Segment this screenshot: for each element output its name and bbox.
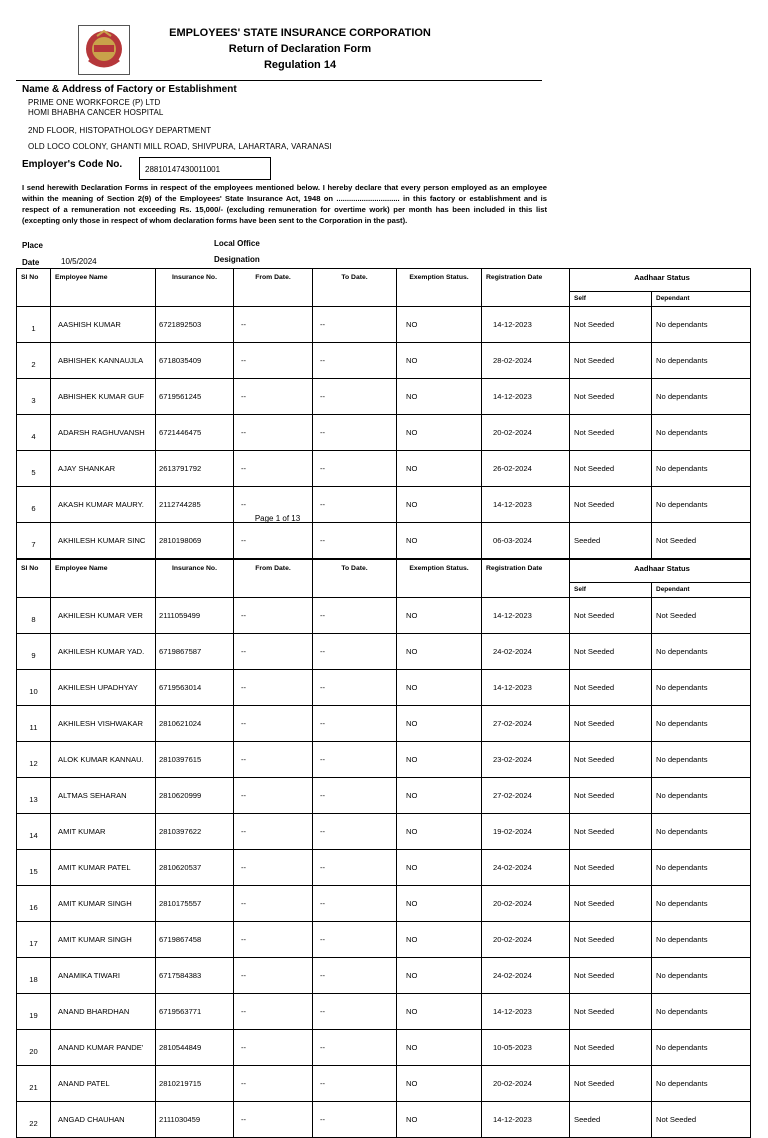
cell-sno: 12: [17, 742, 51, 778]
cell-insurance-no: 2810620537: [156, 850, 234, 886]
cell-sno: 19: [17, 994, 51, 1030]
cell-exemption-status: NO: [397, 451, 482, 487]
cell-employee-name: ABHISHEK KUMAR GUF: [51, 379, 156, 415]
cell-registration-date: 20-02-2024: [482, 1066, 570, 1102]
cell-from-date: --: [234, 487, 313, 523]
col-dependant: Dependant: [652, 292, 751, 307]
cell-aadhaar-self: Not Seeded: [570, 1030, 652, 1066]
cell-insurance-no: 6717584383: [156, 958, 234, 994]
cell-employee-name: AKHILESH KUMAR VER: [51, 598, 156, 634]
cell-aadhaar-self: Not Seeded: [570, 670, 652, 706]
cell-registration-date: 19-02-2024: [482, 814, 570, 850]
cell-employee-name: AMIT KUMAR PATEL: [51, 850, 156, 886]
cell-from-date: --: [234, 598, 313, 634]
cell-from-date: --: [234, 670, 313, 706]
cell-employee-name: ABHISHEK KANNAUJLA: [51, 343, 156, 379]
cell-registration-date: 24-02-2024: [482, 634, 570, 670]
establishment-line: 2ND FLOOR, HISTOPATHOLOGY DEPARTMENT: [28, 126, 212, 135]
cell-from-date: --: [234, 343, 313, 379]
cell-insurance-no: 2112744285: [156, 487, 234, 523]
col-name: Employee Name: [51, 560, 156, 598]
cell-employee-name: AMIT KUMAR: [51, 814, 156, 850]
table-row: [17, 958, 751, 994]
cell-from-date: --: [234, 778, 313, 814]
cell-from-date: --: [234, 742, 313, 778]
col-insurance: Insurance No.: [156, 560, 234, 598]
employer-code-field: 28810147430011001: [139, 157, 271, 180]
cell-employee-name: AMIT KUMAR SINGH: [51, 886, 156, 922]
cell-from-date: --: [234, 1030, 313, 1066]
cell-employee-name: ANAND PATEL: [51, 1066, 156, 1102]
cell-exemption-status: NO: [397, 670, 482, 706]
cell-employee-name: AKHILESH KUMAR YAD.: [51, 634, 156, 670]
cell-registration-date: 14-12-2023: [482, 487, 570, 523]
cell-registration-date: 20-02-2024: [482, 922, 570, 958]
col-sno: Sl No: [17, 560, 51, 598]
table-row: [17, 706, 751, 742]
cell-exemption-status: NO: [397, 634, 482, 670]
cell-aadhaar-dependant: No dependants: [652, 706, 751, 742]
cell-aadhaar-self: Not Seeded: [570, 487, 652, 523]
cell-exemption-status: NO: [397, 850, 482, 886]
col-to-date: To Date.: [313, 269, 397, 307]
cell-exemption-status: NO: [397, 958, 482, 994]
cell-insurance-no: 2810397622: [156, 814, 234, 850]
date-label: Date: [22, 258, 40, 267]
cell-sno: 10: [17, 670, 51, 706]
cell-to-date: --: [313, 1102, 397, 1138]
cell-aadhaar-dependant: No dependants: [652, 742, 751, 778]
cell-registration-date: 27-02-2024: [482, 778, 570, 814]
col-exemption: Exemption Status.: [397, 269, 482, 307]
table-row: [17, 994, 751, 1030]
cell-insurance-no: 2810198069: [156, 523, 234, 559]
cell-sno: 21: [17, 1066, 51, 1102]
cell-aadhaar-dependant: No dependants: [652, 379, 751, 415]
cell-aadhaar-dependant: Not Seeded: [652, 523, 751, 559]
table-row: [17, 1030, 751, 1066]
col-exemption: Exemption Status.: [397, 560, 482, 598]
col-from-date: From Date.: [234, 269, 313, 307]
place-label: Place: [22, 241, 43, 250]
cell-from-date: --: [234, 379, 313, 415]
cell-registration-date: 14-12-2023: [482, 307, 570, 343]
cell-to-date: --: [313, 598, 397, 634]
cell-insurance-no: 6719563014: [156, 670, 234, 706]
cell-insurance-no: 2810621024: [156, 706, 234, 742]
cell-employee-name: ANAND KUMAR PANDE': [51, 1030, 156, 1066]
cell-aadhaar-self: Not Seeded: [570, 634, 652, 670]
cell-aadhaar-self: Seeded: [570, 1102, 652, 1138]
cell-from-date: --: [234, 994, 313, 1030]
cell-insurance-no: 6719563771: [156, 994, 234, 1030]
cell-insurance-no: 2111059499: [156, 598, 234, 634]
cell-to-date: --: [313, 670, 397, 706]
form-title: Return of Declaration Form: [228, 43, 372, 55]
cell-registration-date: 26-02-2024: [482, 451, 570, 487]
cell-insurance-no: 2613791792: [156, 451, 234, 487]
cell-exemption-status: NO: [397, 487, 482, 523]
cell-to-date: --: [313, 850, 397, 886]
table-row: [17, 778, 751, 814]
cell-insurance-no: 2810175557: [156, 886, 234, 922]
cell-sno: 1: [17, 307, 51, 343]
cell-registration-date: 23-02-2024: [482, 742, 570, 778]
cell-exemption-status: NO: [397, 886, 482, 922]
cell-insurance-no: 6719867458: [156, 922, 234, 958]
cell-aadhaar-dependant: Not Seeded: [652, 598, 751, 634]
cell-aadhaar-self: Not Seeded: [570, 379, 652, 415]
designation-label: Designation: [214, 255, 260, 264]
cell-to-date: --: [313, 958, 397, 994]
cell-from-date: --: [234, 1066, 313, 1102]
establishment-line: OLD LOCO COLONY, GHANTI MILL ROAD, SHIVPURA, LAHARTARA, VARANASI: [28, 142, 332, 151]
cell-aadhaar-dependant: No dependants: [652, 922, 751, 958]
cell-employee-name: AKHILESH VISHWAKAR: [51, 706, 156, 742]
cell-to-date: --: [313, 922, 397, 958]
cell-sno: 9: [17, 634, 51, 670]
employee-table: [16, 559, 751, 1138]
cell-registration-date: 06-03-2024: [482, 523, 570, 559]
cell-aadhaar-dependant: No dependants: [652, 1030, 751, 1066]
cell-from-date: --: [234, 523, 313, 559]
table-row: [17, 922, 751, 958]
cell-to-date: --: [313, 451, 397, 487]
cell-from-date: --: [234, 1102, 313, 1138]
cell-to-date: --: [313, 307, 397, 343]
cell-aadhaar-self: Not Seeded: [570, 958, 652, 994]
cell-aadhaar-dependant: No dependants: [652, 814, 751, 850]
cell-insurance-no: 6721446475: [156, 415, 234, 451]
table-row: [17, 343, 751, 379]
page-number: Page 1 of 13: [254, 514, 301, 523]
cell-aadhaar-dependant: No dependants: [652, 451, 751, 487]
cell-employee-name: AJAY SHANKAR: [51, 451, 156, 487]
col-self: Self: [570, 292, 652, 307]
col-registration: Registration Date: [482, 269, 570, 307]
cell-to-date: --: [313, 487, 397, 523]
cell-insurance-no: 6718035409: [156, 343, 234, 379]
cell-aadhaar-self: Not Seeded: [570, 922, 652, 958]
cell-exemption-status: NO: [397, 307, 482, 343]
cell-from-date: --: [234, 415, 313, 451]
cell-registration-date: 14-12-2023: [482, 1102, 570, 1138]
table-row: [17, 598, 751, 634]
cell-employee-name: ANAND BHARDHAN: [51, 994, 156, 1030]
table-row: [17, 1102, 751, 1138]
cell-to-date: --: [313, 886, 397, 922]
cell-to-date: --: [313, 415, 397, 451]
cell-aadhaar-dependant: Not Seeded: [652, 1102, 751, 1138]
cell-exemption-status: NO: [397, 994, 482, 1030]
cell-employee-name: ALOK KUMAR KANNAU.: [51, 742, 156, 778]
cell-aadhaar-self: Not Seeded: [570, 850, 652, 886]
cell-sno: 15: [17, 850, 51, 886]
cell-exemption-status: NO: [397, 1066, 482, 1102]
cell-exemption-status: NO: [397, 379, 482, 415]
cell-aadhaar-self: Seeded: [570, 523, 652, 559]
table-row: [17, 451, 751, 487]
cell-insurance-no: 2810544849: [156, 1030, 234, 1066]
cell-aadhaar-self: Not Seeded: [570, 778, 652, 814]
cell-sno: 7: [17, 523, 51, 559]
cell-to-date: --: [313, 1030, 397, 1066]
cell-sno: 14: [17, 814, 51, 850]
cell-employee-name: ADARSH RAGHUVANSH: [51, 415, 156, 451]
col-from-date: From Date.: [234, 560, 313, 598]
cell-employee-name: AKASH KUMAR MAURY.: [51, 487, 156, 523]
cell-registration-date: 20-02-2024: [482, 886, 570, 922]
cell-aadhaar-dependant: No dependants: [652, 307, 751, 343]
cell-to-date: --: [313, 523, 397, 559]
cell-exemption-status: NO: [397, 1102, 482, 1138]
cell-aadhaar-dependant: No dependants: [652, 634, 751, 670]
table-row: [17, 379, 751, 415]
table-row: [17, 742, 751, 778]
table-row: [17, 307, 751, 343]
col-self: Self: [570, 583, 652, 598]
cell-aadhaar-dependant: No dependants: [652, 778, 751, 814]
cell-insurance-no: 6719561245: [156, 379, 234, 415]
cell-aadhaar-dependant: No dependants: [652, 958, 751, 994]
cell-exemption-status: NO: [397, 742, 482, 778]
cell-sno: 17: [17, 922, 51, 958]
cell-aadhaar-self: Not Seeded: [570, 451, 652, 487]
cell-from-date: --: [234, 451, 313, 487]
cell-registration-date: 24-02-2024: [482, 850, 570, 886]
table-row: [17, 886, 751, 922]
cell-registration-date: 24-02-2024: [482, 958, 570, 994]
cell-aadhaar-dependant: No dependants: [652, 1066, 751, 1102]
cell-sno: 22: [17, 1102, 51, 1138]
cell-insurance-no: 6721892503: [156, 307, 234, 343]
cell-insurance-no: 2810397615: [156, 742, 234, 778]
cell-from-date: --: [234, 706, 313, 742]
employer-code-label: Employer's Code No.: [22, 159, 123, 170]
regulation-title: Regulation 14: [263, 59, 337, 71]
cell-registration-date: 14-12-2023: [482, 670, 570, 706]
col-sno: Sl No: [17, 269, 51, 307]
date-value: 10/5/2024: [61, 257, 97, 266]
cell-sno: 18: [17, 958, 51, 994]
col-aadhaar: Aadhaar Status: [570, 560, 751, 583]
cell-exemption-status: NO: [397, 598, 482, 634]
declaration-text: I send herewith Declaration Forms in respect of the employees mentioned below. I hereby declare that every person employed as an employee within the meaning of Section 2(9) of the Employees' State Insurance Act, 1948 on .............................. in this factory or establishment and is respect of a remuneration not exceeding Rs. 15,000/- (excluding remuneration for overtime work) per month has been included in this list (excepting only those in respect of whom declaration forms have been sent to the Corporation in the past).: [22, 183, 547, 225]
cell-registration-date: 20-02-2024: [482, 415, 570, 451]
cell-to-date: --: [313, 814, 397, 850]
cell-registration-date: 14-12-2023: [482, 598, 570, 634]
cell-aadhaar-dependant: No dependants: [652, 343, 751, 379]
cell-employee-name: AKHILESH UPADHYAY: [51, 670, 156, 706]
cell-exemption-status: NO: [397, 343, 482, 379]
cell-employee-name: AMIT KUMAR SINGH: [51, 922, 156, 958]
cell-sno: 4: [17, 415, 51, 451]
cell-sno: 6: [17, 487, 51, 523]
col-name: Employee Name: [51, 269, 156, 307]
table-row: [17, 523, 751, 559]
col-insurance: Insurance No.: [156, 269, 234, 307]
cell-from-date: --: [234, 958, 313, 994]
cell-registration-date: 28-02-2024: [482, 343, 570, 379]
cell-aadhaar-dependant: No dependants: [652, 850, 751, 886]
cell-to-date: --: [313, 1066, 397, 1102]
cell-registration-date: 14-12-2023: [482, 379, 570, 415]
table-row: [17, 670, 751, 706]
cell-exemption-status: NO: [397, 814, 482, 850]
cell-sno: 2: [17, 343, 51, 379]
cell-from-date: --: [234, 886, 313, 922]
cell-to-date: --: [313, 778, 397, 814]
cell-sno: 20: [17, 1030, 51, 1066]
cell-exemption-status: NO: [397, 1030, 482, 1066]
cell-sno: 3: [17, 379, 51, 415]
local-office-label: Local Office: [214, 239, 260, 248]
cell-to-date: --: [313, 742, 397, 778]
cell-sno: 16: [17, 886, 51, 922]
cell-employee-name: ANAMIKA TIWARI: [51, 958, 156, 994]
cell-sno: 5: [17, 451, 51, 487]
cell-aadhaar-self: Not Seeded: [570, 307, 652, 343]
cell-aadhaar-dependant: No dependants: [652, 487, 751, 523]
cell-aadhaar-dependant: No dependants: [652, 670, 751, 706]
establishment-line: PRIME ONE WORKFORCE (P) LTD: [28, 98, 161, 107]
cell-to-date: --: [313, 634, 397, 670]
cell-employee-name: AASHISH KUMAR: [51, 307, 156, 343]
cell-aadhaar-self: Not Seeded: [570, 598, 652, 634]
cell-insurance-no: 2810219715: [156, 1066, 234, 1102]
org-title: EMPLOYEES' STATE INSURANCE CORPORATION: [169, 27, 431, 39]
table-row: [17, 850, 751, 886]
cell-aadhaar-dependant: No dependants: [652, 415, 751, 451]
cell-exemption-status: NO: [397, 922, 482, 958]
cell-aadhaar-dependant: No dependants: [652, 886, 751, 922]
cell-exemption-status: NO: [397, 523, 482, 559]
cell-to-date: --: [313, 706, 397, 742]
col-dependant: Dependant: [652, 583, 751, 598]
cell-aadhaar-self: Not Seeded: [570, 886, 652, 922]
cell-employee-name: ANGAD CHAUHAN: [51, 1102, 156, 1138]
col-to-date: To Date.: [313, 560, 397, 598]
cell-aadhaar-self: Not Seeded: [570, 343, 652, 379]
cell-sno: 11: [17, 706, 51, 742]
cell-aadhaar-self: Not Seeded: [570, 1066, 652, 1102]
cell-from-date: --: [234, 922, 313, 958]
cell-aadhaar-self: Not Seeded: [570, 706, 652, 742]
cell-from-date: --: [234, 307, 313, 343]
cell-insurance-no: 6719867587: [156, 634, 234, 670]
cell-sno: 13: [17, 778, 51, 814]
table-row: [17, 814, 751, 850]
cell-registration-date: 27-02-2024: [482, 706, 570, 742]
cell-aadhaar-self: Not Seeded: [570, 994, 652, 1030]
cell-exemption-status: NO: [397, 415, 482, 451]
col-registration: Registration Date: [482, 560, 570, 598]
cell-from-date: --: [234, 814, 313, 850]
cell-aadhaar-self: Not Seeded: [570, 814, 652, 850]
cell-aadhaar-self: Not Seeded: [570, 415, 652, 451]
table-row: [17, 415, 751, 451]
cell-insurance-no: 2810620999: [156, 778, 234, 814]
cell-aadhaar-self: Not Seeded: [570, 742, 652, 778]
cell-sno: 8: [17, 598, 51, 634]
establishment-line: HOMI BHABHA CANCER HOSPITAL: [28, 108, 164, 117]
cell-to-date: --: [313, 994, 397, 1030]
cell-exemption-status: NO: [397, 778, 482, 814]
establishment-label: Name & Address of Factory or Establishment: [22, 84, 237, 95]
cell-employee-name: AKHILESH KUMAR SINC: [51, 523, 156, 559]
col-aadhaar: Aadhaar Status: [570, 269, 751, 292]
cell-to-date: --: [313, 379, 397, 415]
cell-registration-date: 14-12-2023: [482, 994, 570, 1030]
cell-from-date: --: [234, 850, 313, 886]
cell-registration-date: 10-05-2023: [482, 1030, 570, 1066]
cell-from-date: --: [234, 634, 313, 670]
cell-to-date: --: [313, 343, 397, 379]
cell-insurance-no: 2111030459: [156, 1102, 234, 1138]
cell-exemption-status: NO: [397, 706, 482, 742]
table-row: [17, 1066, 751, 1102]
cell-employee-name: ALTMAS SEHARAN: [51, 778, 156, 814]
cell-aadhaar-dependant: No dependants: [652, 994, 751, 1030]
table-row: [17, 634, 751, 670]
header-divider: [16, 80, 542, 81]
